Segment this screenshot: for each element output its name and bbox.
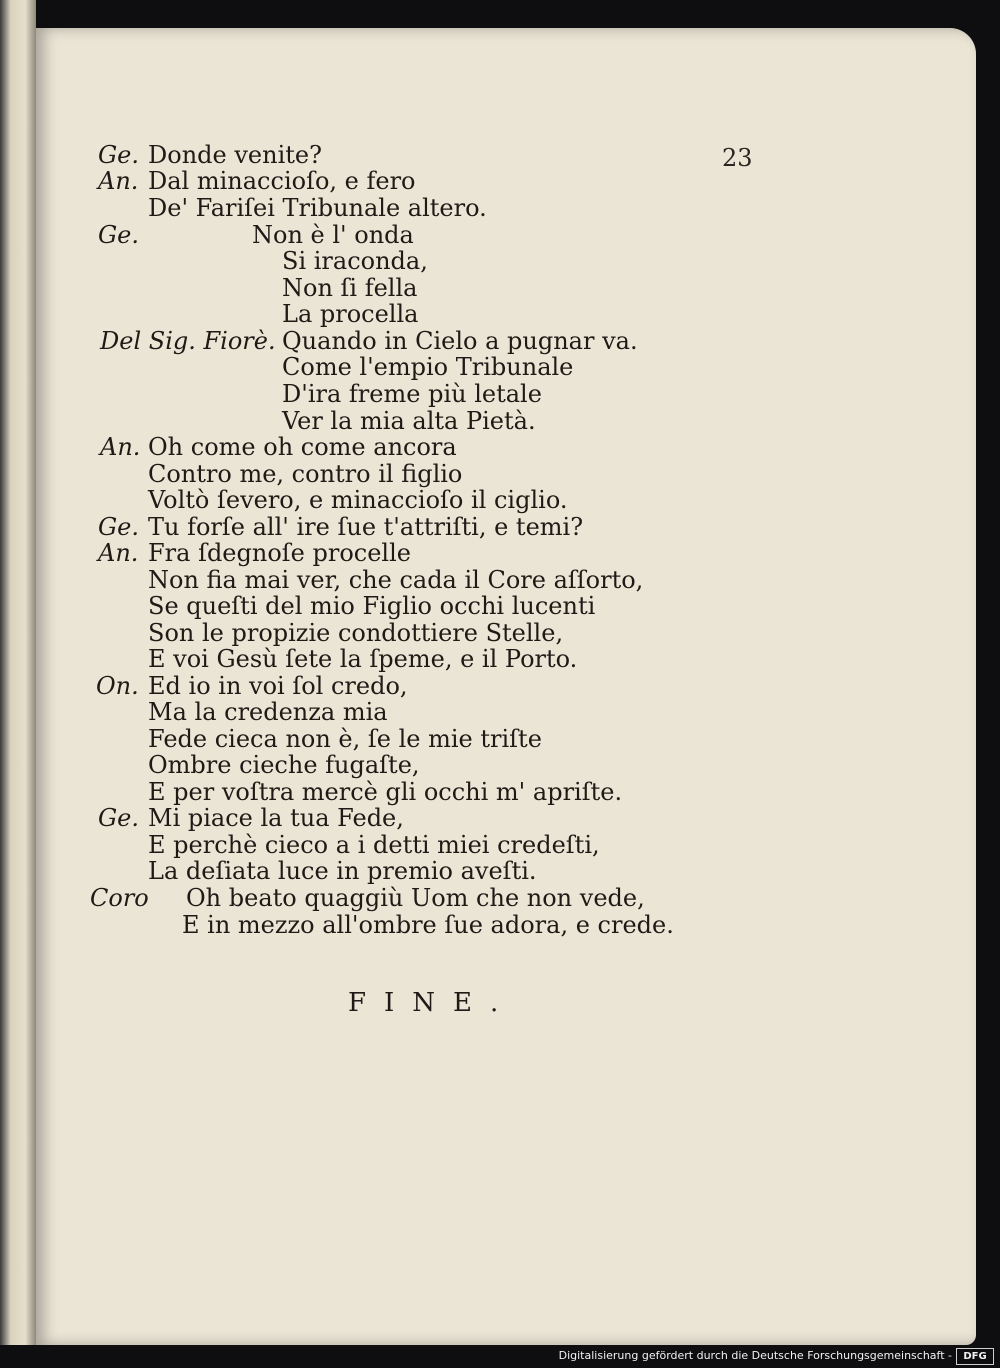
- verse-line: Contro me, contro il figlio: [148, 460, 463, 488]
- verse-line: Dal minaccioſo, e fero: [148, 167, 416, 195]
- verse-line: E in mezzo all'ombre ſue adora, e crede.: [182, 911, 674, 939]
- verse-line: Non è l' onda: [252, 221, 414, 249]
- verse-line: Donde venite?: [148, 141, 322, 169]
- verse-line: Ma la credenza mia: [148, 698, 388, 726]
- book-page: [36, 28, 976, 1345]
- speaker-label: Del Sig. Fiorè.: [100, 327, 276, 355]
- funding-credit: Digitalisierung gefördert durch die Deutsche Forschungsgemeinschaft -: [558, 1349, 952, 1362]
- verse-line: Ed io in voi ſol credo,: [148, 672, 408, 700]
- speaker-label: An.: [98, 167, 139, 195]
- verse-line: E perchè cieco a i detti miei credeſti,: [148, 831, 600, 859]
- speaker-label: An.: [100, 433, 141, 461]
- verse-line: Tu forſe all' ire ſue t'attriſti, e temi?: [148, 513, 584, 541]
- verse-line: E voi Gesù ſete la ſpeme, e il Porto.: [148, 645, 578, 673]
- speaker-label: Ge.: [98, 513, 140, 541]
- verse-line: Voltò ſevero, e minaccioſo il ciglio.: [148, 486, 568, 514]
- verse-line: La procella: [282, 300, 419, 328]
- verse-line: Fede cieca non è, ſe le mie triſte: [148, 725, 542, 753]
- verse-line: D'ira freme più letale: [282, 380, 542, 408]
- verse-line: Fra ſdegnoſe procelle: [148, 539, 411, 567]
- verse-line: Si iraconda,: [282, 247, 428, 275]
- footer-bar: [0, 1345, 1000, 1368]
- verse-line: E per voſtra mercè gli occhi m' apriſte.: [148, 778, 623, 806]
- dfg-logo: DFG: [956, 1348, 994, 1365]
- verse-line: Come l'empio Tribunale: [282, 353, 574, 381]
- verse-line: Oh come oh come ancora: [148, 433, 457, 461]
- verse-line: Quando in Cielo a pugnar va.: [282, 327, 638, 355]
- speaker-label: Ge.: [98, 141, 140, 169]
- verse-line: Son le propizie condottiere Stelle,: [148, 619, 564, 647]
- speaker-label: Ge.: [98, 804, 140, 832]
- speaker-label: Coro: [90, 884, 149, 912]
- verse-line: Oh beato quaggiù Uom che non vede,: [186, 884, 645, 912]
- verse-line: Non ſi fella: [282, 274, 418, 302]
- page-number: 23: [722, 144, 753, 172]
- verse-line: Mi piace la tua Fede,: [148, 804, 404, 832]
- speaker-label: On.: [96, 672, 139, 700]
- verse-line: Ver la mia alta Pietà.: [282, 407, 536, 435]
- verse-line: La deſiata luce in premio aveſti.: [148, 857, 537, 885]
- fine-end-mark: FINE.: [348, 988, 517, 1018]
- verse-line: Non fia mai ver, che cada il Core aſſorto,: [148, 566, 644, 594]
- speaker-label: Ge.: [98, 221, 140, 249]
- verse-line: Se queſti del mio Figlio occhi lucenti: [148, 592, 596, 620]
- verse-line: Ombre cieche fugaſte,: [148, 751, 420, 779]
- previous-page-edge: [0, 0, 36, 1345]
- verse-line: De' Fariſei Tribunale altero.: [148, 194, 487, 222]
- speaker-label: An.: [98, 539, 139, 567]
